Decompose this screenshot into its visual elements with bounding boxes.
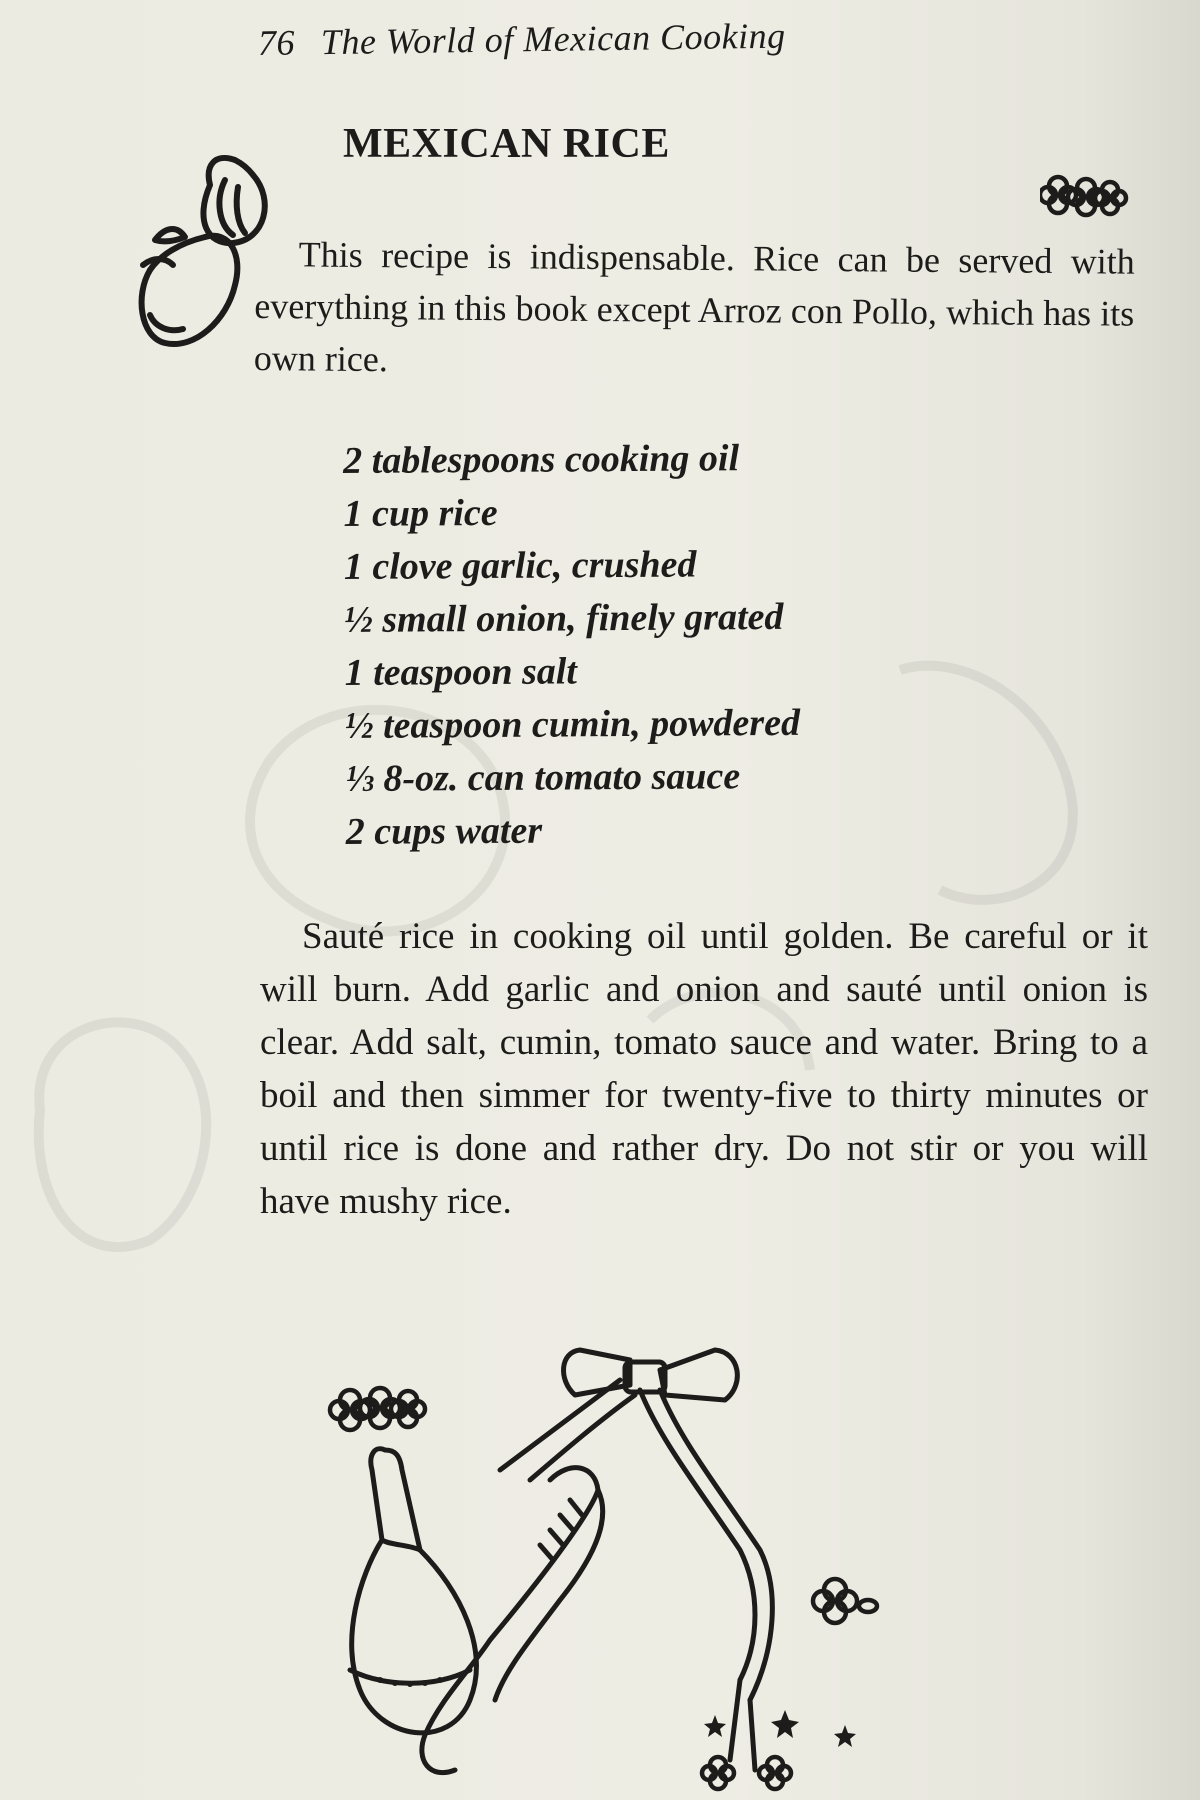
ingredient-item: 1 cup rice xyxy=(343,491,498,535)
ingredient-item: 2 cups water xyxy=(345,809,543,853)
method-paragraph: Sauté rice in cooking oil until golden. Be careful or it will burn. Add garlic and onion and sauté until onion is clear. Add salt, cumin, tomato sauce and water. Bring to a boil and then simmer for twenty-five to thirty minutes or until rice is done and rather dry. Do not stir or you will have mushy rice. xyxy=(260,916,1148,1222)
ingredient-item: 1 teaspoon salt xyxy=(344,650,578,694)
recipe-method xyxy=(260,910,1148,1228)
page-number: 76 xyxy=(257,22,296,63)
running-head xyxy=(258,15,786,64)
book-title: The World of Mexican Cooking xyxy=(320,15,786,63)
ingredient-item: ½ small onion, finely grated xyxy=(344,595,784,641)
intro-paragraph: This recipe is indispensable. Rice can be served with everything in this book except Arroz con Pollo, which has its own rice. xyxy=(253,234,1135,380)
recipe-title: MEXICAN RICE xyxy=(343,121,670,167)
flower-icon xyxy=(1040,168,1130,228)
ingredient-item: 1 clove garlic, crushed xyxy=(343,543,697,588)
ingredient-item: 2 tablespoons cooking oil xyxy=(343,437,740,482)
spoons-tied-with-bow-icon xyxy=(320,1340,1020,1800)
ingredient-item: ½ teaspoon cumin, powdered xyxy=(344,701,801,747)
ingredient-list xyxy=(343,432,801,859)
ingredient-item: ⅓ 8-oz. can tomato sauce xyxy=(345,755,741,800)
recipe-intro xyxy=(254,228,1135,392)
